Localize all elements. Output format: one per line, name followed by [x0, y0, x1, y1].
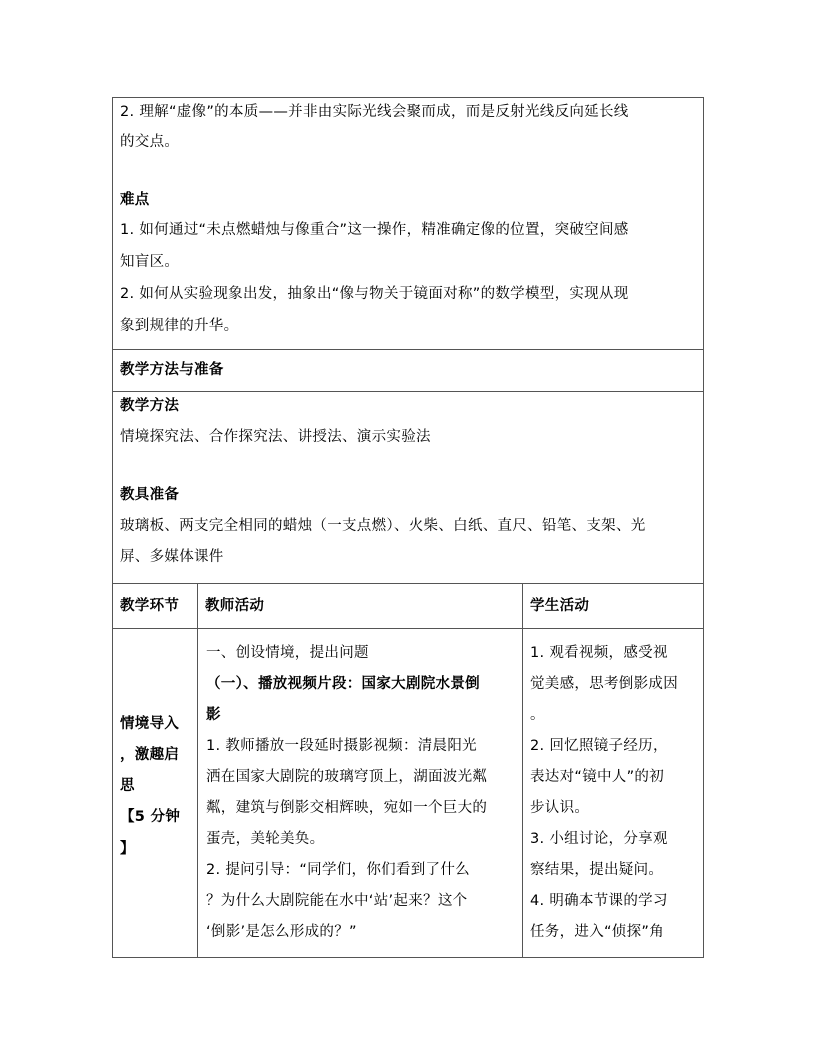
student-line: 1. 观看视频，感受视	[530, 645, 668, 661]
stage-line: 情境导入	[120, 716, 180, 732]
header-teacher: 教师活动	[205, 598, 265, 614]
header-student-cell	[522, 583, 704, 629]
teacher-line: 一、创设情境，提出问题	[206, 645, 369, 661]
student-line: 表达对“镜中人”的初	[530, 769, 665, 785]
student-line: 3. 小组讨论，分享观	[530, 831, 668, 847]
prep-line1: 玻璃板、两支完全相同的蜡烛（一支点燃）、火柴、白纸、直尺、铅笔、支架、光	[120, 518, 646, 534]
student-line: 步认识。	[530, 800, 590, 816]
methods-content-cell	[112, 391, 704, 584]
header-stage-cell	[112, 583, 198, 629]
methods-text: 情境探究法、合作探究法、讲授法、演示实验法	[120, 429, 431, 445]
student-activity-cell	[522, 628, 704, 958]
teacher-line: 2. 提问引导：“同学们，你们看到了什么	[206, 862, 470, 878]
student-line: 。	[530, 707, 545, 723]
key-points-cell	[112, 97, 704, 350]
methods-title-cell	[112, 349, 704, 392]
teacher-line: （一）、播放视频片段：国家大剧院水景倒	[206, 676, 480, 692]
stage-line: ，激趣启	[120, 747, 180, 763]
methods-heading: 教学方法	[120, 398, 180, 414]
header-teacher-cell	[197, 583, 523, 629]
stage-line: 【5 分钟	[120, 809, 181, 825]
student-line: 2. 回忆照镜子经历，	[530, 738, 668, 754]
prep-line2: 屏、多媒体课件	[120, 549, 224, 565]
teacher-line: ‘倒影’是怎么形成的？”	[206, 924, 357, 940]
teacher-line: 1. 教师播放一段延时摄影视频：清晨阳光	[206, 738, 477, 754]
stage-cell	[112, 628, 198, 958]
teacher-line: 蛋壳，美轮美奂。	[206, 831, 325, 847]
methods-section-title: 教学方法与准备	[120, 362, 224, 378]
prep-heading: 教具准备	[120, 487, 180, 503]
stage-line: 】	[120, 841, 135, 857]
difficulty-1-line1: 1. 如何通过“未点燃蜡烛与像重合”这一操作，精准确定像的位置，突破空间感	[120, 222, 629, 238]
teacher-line: ？为什么大剧院能在水中‘站’起来？这个	[206, 893, 468, 909]
student-line: 4. 明确本节课的学习	[530, 893, 668, 909]
difficulty-2-line2: 象到规律的升华。	[120, 318, 239, 334]
teacher-line: 粼，建筑与倒影交相辉映，宛如一个巨大的	[206, 800, 488, 816]
key-point-2-line1: 2. 理解“虚像”的本质——并非由实际光线会聚而成，而是反射光线反向延长线	[120, 104, 629, 120]
student-line: 觉美感，思考倒影成因	[530, 676, 678, 692]
stage-line: 思	[120, 778, 135, 794]
teacher-activity-cell	[197, 628, 523, 958]
teacher-line: 洒在国家大剧院的玻璃穹顶上，湖面波光粼	[206, 769, 488, 785]
difficulty-1-line2: 知盲区。	[120, 254, 180, 270]
difficulties-heading: 难点	[120, 192, 150, 208]
student-line: 察结果，提出疑问。	[530, 862, 664, 878]
teacher-line: 影	[206, 707, 221, 723]
key-point-2-line2: 的交点。	[120, 134, 180, 150]
student-line: 任务，进入“侦探”角	[530, 924, 665, 940]
header-student: 学生活动	[530, 598, 590, 614]
difficulty-2-line1: 2. 如何从实验现象出发，抽象出“像与物关于镜面对称”的数学模型，实现从现	[120, 286, 629, 302]
header-stage: 教学环节	[120, 598, 180, 614]
